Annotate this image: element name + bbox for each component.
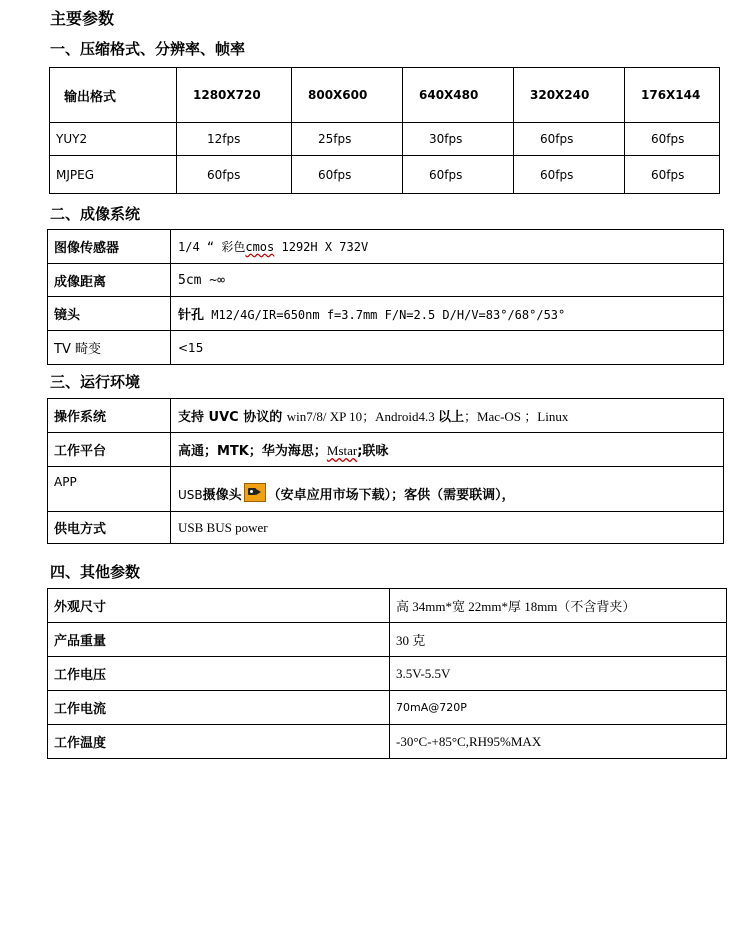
os-support-text: 支持 UVC 协议的 [178,410,287,425]
env-row-power [48,512,724,544]
row-value: 30 克 [390,623,727,657]
fps-cell: 60fps [514,156,625,194]
lens-value [171,297,724,331]
platform-mstar: Mstar [326,443,358,458]
other-row [48,725,727,759]
row-label: TV 畸变 [48,331,171,365]
page-title: 主要参数 [50,9,115,28]
section-1-title: 一、压缩格式、分辨率、帧率 [50,40,246,58]
lens-type: 针孔 [178,308,205,323]
fps-cell: 30fps [403,123,514,156]
header-res-800x600: 800X600 [292,68,403,123]
format-name: MJPEG [50,156,177,194]
app-source-text: （安卓应用市场下载）；客供（需要联调）， [267,488,515,503]
os-above-text: 以上 [437,410,464,425]
imaging-table [47,229,724,365]
platform-value [171,433,724,467]
sensor-size: 1/4 “ 彩色 [178,240,246,254]
row-label: 工作温度 [48,725,390,759]
format-row-yuy2 [50,123,720,156]
tv-value: <15 [171,331,724,365]
section-3-title: 三、运行环境 [50,373,141,391]
platform-list: 高通；MTK；华为海思； [178,444,327,459]
imaging-row-tv-distortion [48,331,724,365]
imaging-row-sensor [48,230,724,264]
row-value: 高 34mm*宽 22mm*厚 18mm（不含背夹） [390,589,727,623]
fps-cell: 60fps [292,156,403,194]
format-table [49,67,720,194]
imaging-row-distance [48,264,724,297]
env-row-app [48,467,724,512]
environment-table [47,398,724,544]
other-row [48,623,727,657]
row-label: 工作平台 [48,433,171,467]
row-label: 成像距离 [48,264,171,297]
fps-cell: 12fps [177,123,292,156]
row-label: 工作电流 [48,691,390,725]
lens-spec: M12/4G/IR=650nm f=3.7mm F/N=2.5 D/H/V=83°/68°/53° [204,308,566,322]
other-row [48,657,727,691]
power-value: USB BUS power [171,512,724,544]
format-name: YUY2 [50,123,177,156]
section-2-title: 二、成像系统 [50,205,141,223]
os-value [171,399,724,433]
app-usb: USB [178,488,203,502]
usb-camera-app-icon [244,483,266,502]
row-value: -30°C-+85°C,RH95%MAX [390,725,727,759]
row-label: 操作系统 [48,399,171,433]
row-value: 70mA@720P [390,691,727,725]
row-label: APP [48,467,171,512]
app-value [171,467,724,512]
os-list-2: ；Mac-OS ；Linux [463,409,569,424]
other-row [48,589,727,623]
row-value: 3.5V-5.5V [390,657,727,691]
fps-cell: 60fps [177,156,292,194]
sensor-value [171,230,724,264]
platform-list-2: ;联咏 [357,444,389,459]
header-res-320x240: 320X240 [514,68,625,123]
row-label: 供电方式 [48,512,171,544]
os-list: win7/8/ XP 10；Android4.3 [286,409,438,424]
header-res-1280x720: 1280X720 [177,68,292,123]
row-label: 外观尺寸 [48,589,390,623]
fps-cell: 60fps [514,123,625,156]
other-params-table [47,588,727,759]
other-row [48,691,727,725]
env-row-os [48,399,724,433]
row-label: 图像传感器 [48,230,171,264]
format-table-header-row [50,68,720,123]
header-res-176x144: 176X144 [625,68,720,123]
fps-cell: 60fps [403,156,514,194]
sensor-resolution: 1292H X 732V [274,240,369,254]
app-camera-text: 摄像头 [202,488,242,503]
fps-cell: 60fps [625,123,720,156]
header-res-640x480: 640X480 [403,68,514,123]
fps-cell: 25fps [292,123,403,156]
section-4-title: 四、其他参数 [50,563,141,581]
format-row-mjpeg [50,156,720,194]
distance-value: 5cm ~∞ [171,264,724,297]
fps-cell: 60fps [625,156,720,194]
imaging-row-lens [48,297,724,331]
sensor-type: cmos [245,240,275,254]
env-row-platform [48,433,724,467]
row-label: 产品重量 [48,623,390,657]
row-label: 镜头 [48,297,171,331]
row-label: 工作电压 [48,657,390,691]
header-output-format: 输出格式 [50,68,177,123]
